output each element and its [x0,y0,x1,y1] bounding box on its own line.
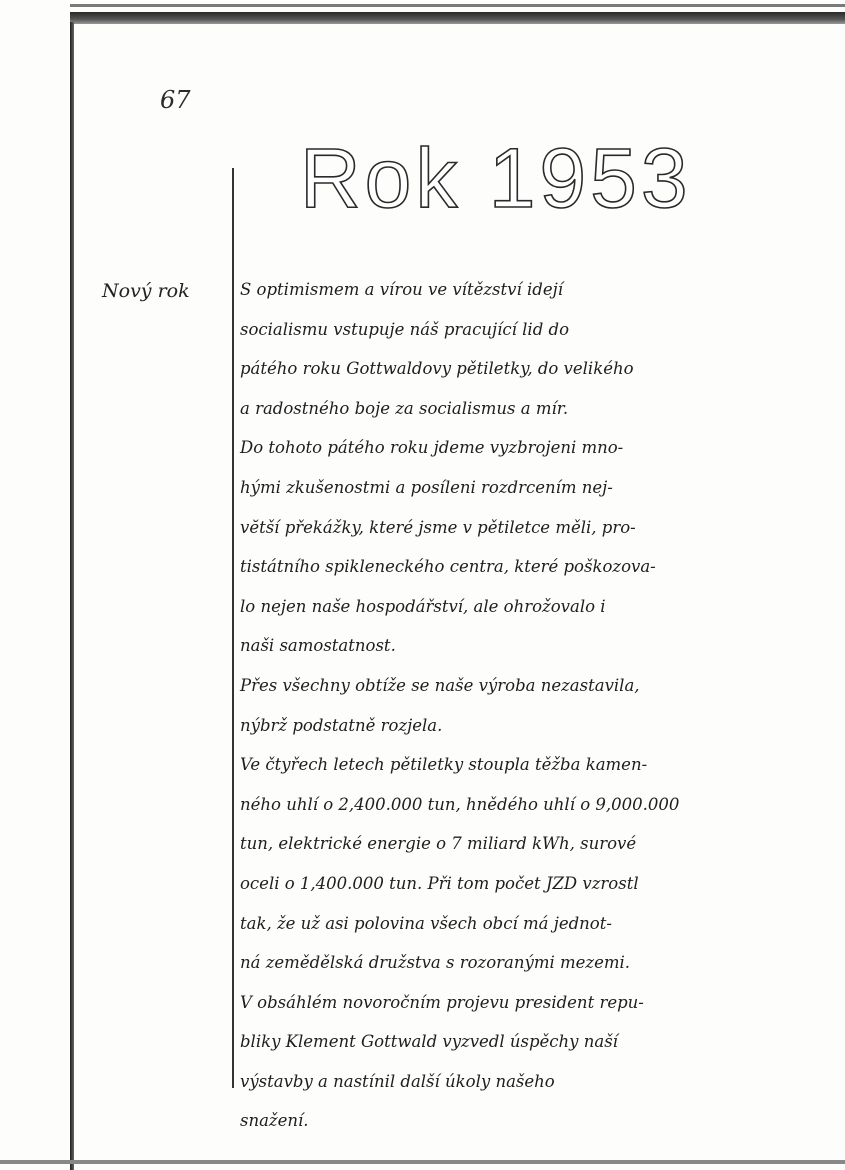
text-line: pátého roku Gottwaldovy pětiletky, do velikého [240,359,634,379]
margin-note: Nový rok [102,280,190,302]
text-line: výstavby a nastínil další úkoly našeho [240,1071,555,1091]
scan-top-edge [70,12,845,24]
text-line: socialismu vstupuje náš pracující lid do [240,319,570,339]
page-number: 67 [160,86,191,114]
margin-rule-line [232,168,234,1088]
text-line: lo nejen naše hospodářství, ale ohrožovalo i [240,596,606,616]
text-line: naši samostatnost. [240,636,396,656]
text-line: snažení. [240,1111,309,1131]
text-line: oceli o 1,400.000 tun. Při tom počet JZD vzrostl [240,873,639,893]
text-line: nýbrž podstatně rozjela. [240,715,443,735]
text-line: bliky Klement Gottwald vyzvedl úspěchy naší [240,1032,618,1052]
text-line: ného uhlí o 2,400.000 tun, hnědého uhlí o 9,000.000 [240,794,680,814]
text-line: tak, že už asi polovina všech obcí má jednot- [240,913,612,933]
text-line: tistátního spikleneckého centra, které poškozova- [240,557,656,577]
chronicle-text [240,270,800,1141]
text-line: Ve čtyřech letech pětiletky stoupla těžba kamen- [240,755,648,775]
text-line: S optimismem a vírou ve vítězství idejí [240,280,563,299]
text-line: vĕtší překážky, které jsme v pětiletce měli, pro- [240,517,636,537]
scan-bottom-edge [0,1160,845,1164]
page-title: Rok 1953 [300,131,692,225]
text-line: V obsáhlém novoročním projevu president repu- [240,992,644,1012]
text-line: Do tohoto pátého roku jdeme vyzbrojeni mno- [240,438,624,458]
text-line: a radostného boje za socialismus a mír. [240,398,569,418]
text-line: ná zemědělská družstva s rozoranými mezemi. [240,953,631,973]
text-line: hými zkušenostmi a posíleni rozdrcením nej- [240,477,613,497]
text-line: tun, elektrické energie o 7 miliard kWh, surové [240,834,637,854]
scan-top-edge-thin [70,4,845,7]
text-line: Přes všechny obtíže se naše výroba nezastavila, [240,675,640,695]
scan-left-edge [70,22,74,1170]
